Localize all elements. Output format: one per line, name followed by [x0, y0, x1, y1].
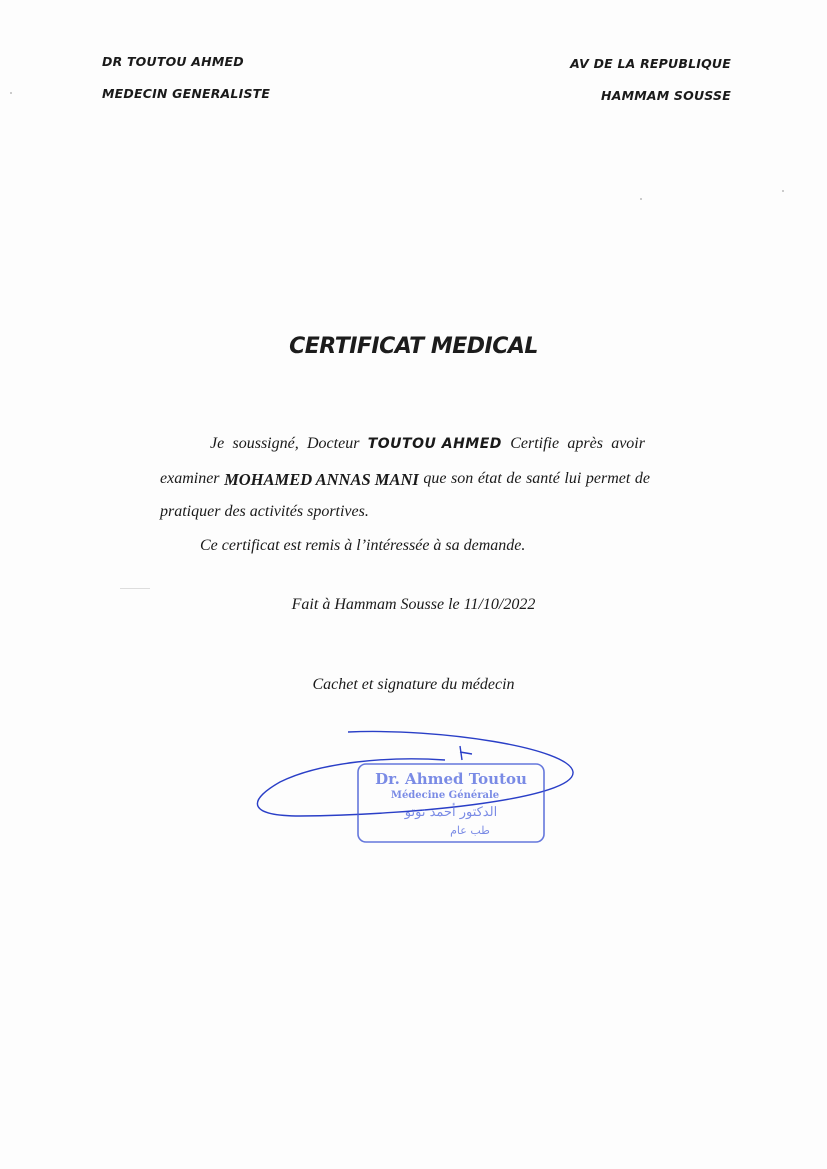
- body-line-3: pratiquer des activités sportives.: [160, 503, 369, 520]
- address-street-header: AV DE LA REPUBLIQUE: [570, 56, 731, 71]
- scan-speck: [120, 588, 150, 589]
- stamp-line-4: طب عام: [450, 824, 490, 837]
- stamp-line-1: Dr. Ahmed Toutou: [375, 770, 527, 788]
- body-line-1: [210, 435, 645, 453]
- patient-name: MOHAMED ANNAS MANI: [224, 470, 419, 489]
- body-word: lui: [564, 470, 582, 487]
- body-word: examiner: [160, 470, 220, 487]
- body-word: état: [477, 470, 502, 487]
- scan-speck: [640, 198, 642, 200]
- stamp-line-2: Médecine Générale: [390, 790, 500, 801]
- document-title: CERTIFICAT MEDICAL: [289, 334, 538, 359]
- body-word: Certifie: [510, 435, 560, 452]
- body-word: permet: [585, 470, 631, 487]
- body-word: soussigné,: [232, 435, 299, 452]
- body-word: que: [423, 470, 447, 487]
- body-word: de: [506, 470, 522, 487]
- scan-speck: [782, 190, 784, 192]
- body-word: santé: [526, 470, 560, 487]
- body-word: avoir: [611, 435, 645, 452]
- body-line-2: [160, 470, 650, 490]
- doctor-name-header: DR TOUTOU AHMED: [102, 54, 244, 69]
- signature-label: Cachet et signature du médecin: [312, 676, 515, 693]
- body-word: son: [451, 470, 474, 487]
- body-word: Docteur: [307, 435, 360, 452]
- body-word: de: [634, 470, 650, 487]
- body-line-4: Ce certificat est remis à l’intéressée à sa demande.: [200, 537, 526, 554]
- stamp-line-3: الدكتور أحمد توتو: [404, 805, 498, 820]
- doctor-name-inline: TOUTOU AHMED: [367, 436, 502, 452]
- address-city-header: HAMMAM SOUSSE: [601, 88, 731, 103]
- body-word: Je: [210, 435, 225, 452]
- doctor-specialty-header: MEDECIN GENERALISTE: [102, 86, 271, 101]
- place-and-date: Fait à Hammam Sousse le 11/10/2022: [291, 596, 536, 613]
- scan-speck: [10, 92, 12, 94]
- doctor-stamp-and-signature: [240, 720, 590, 860]
- body-word: après: [567, 435, 603, 452]
